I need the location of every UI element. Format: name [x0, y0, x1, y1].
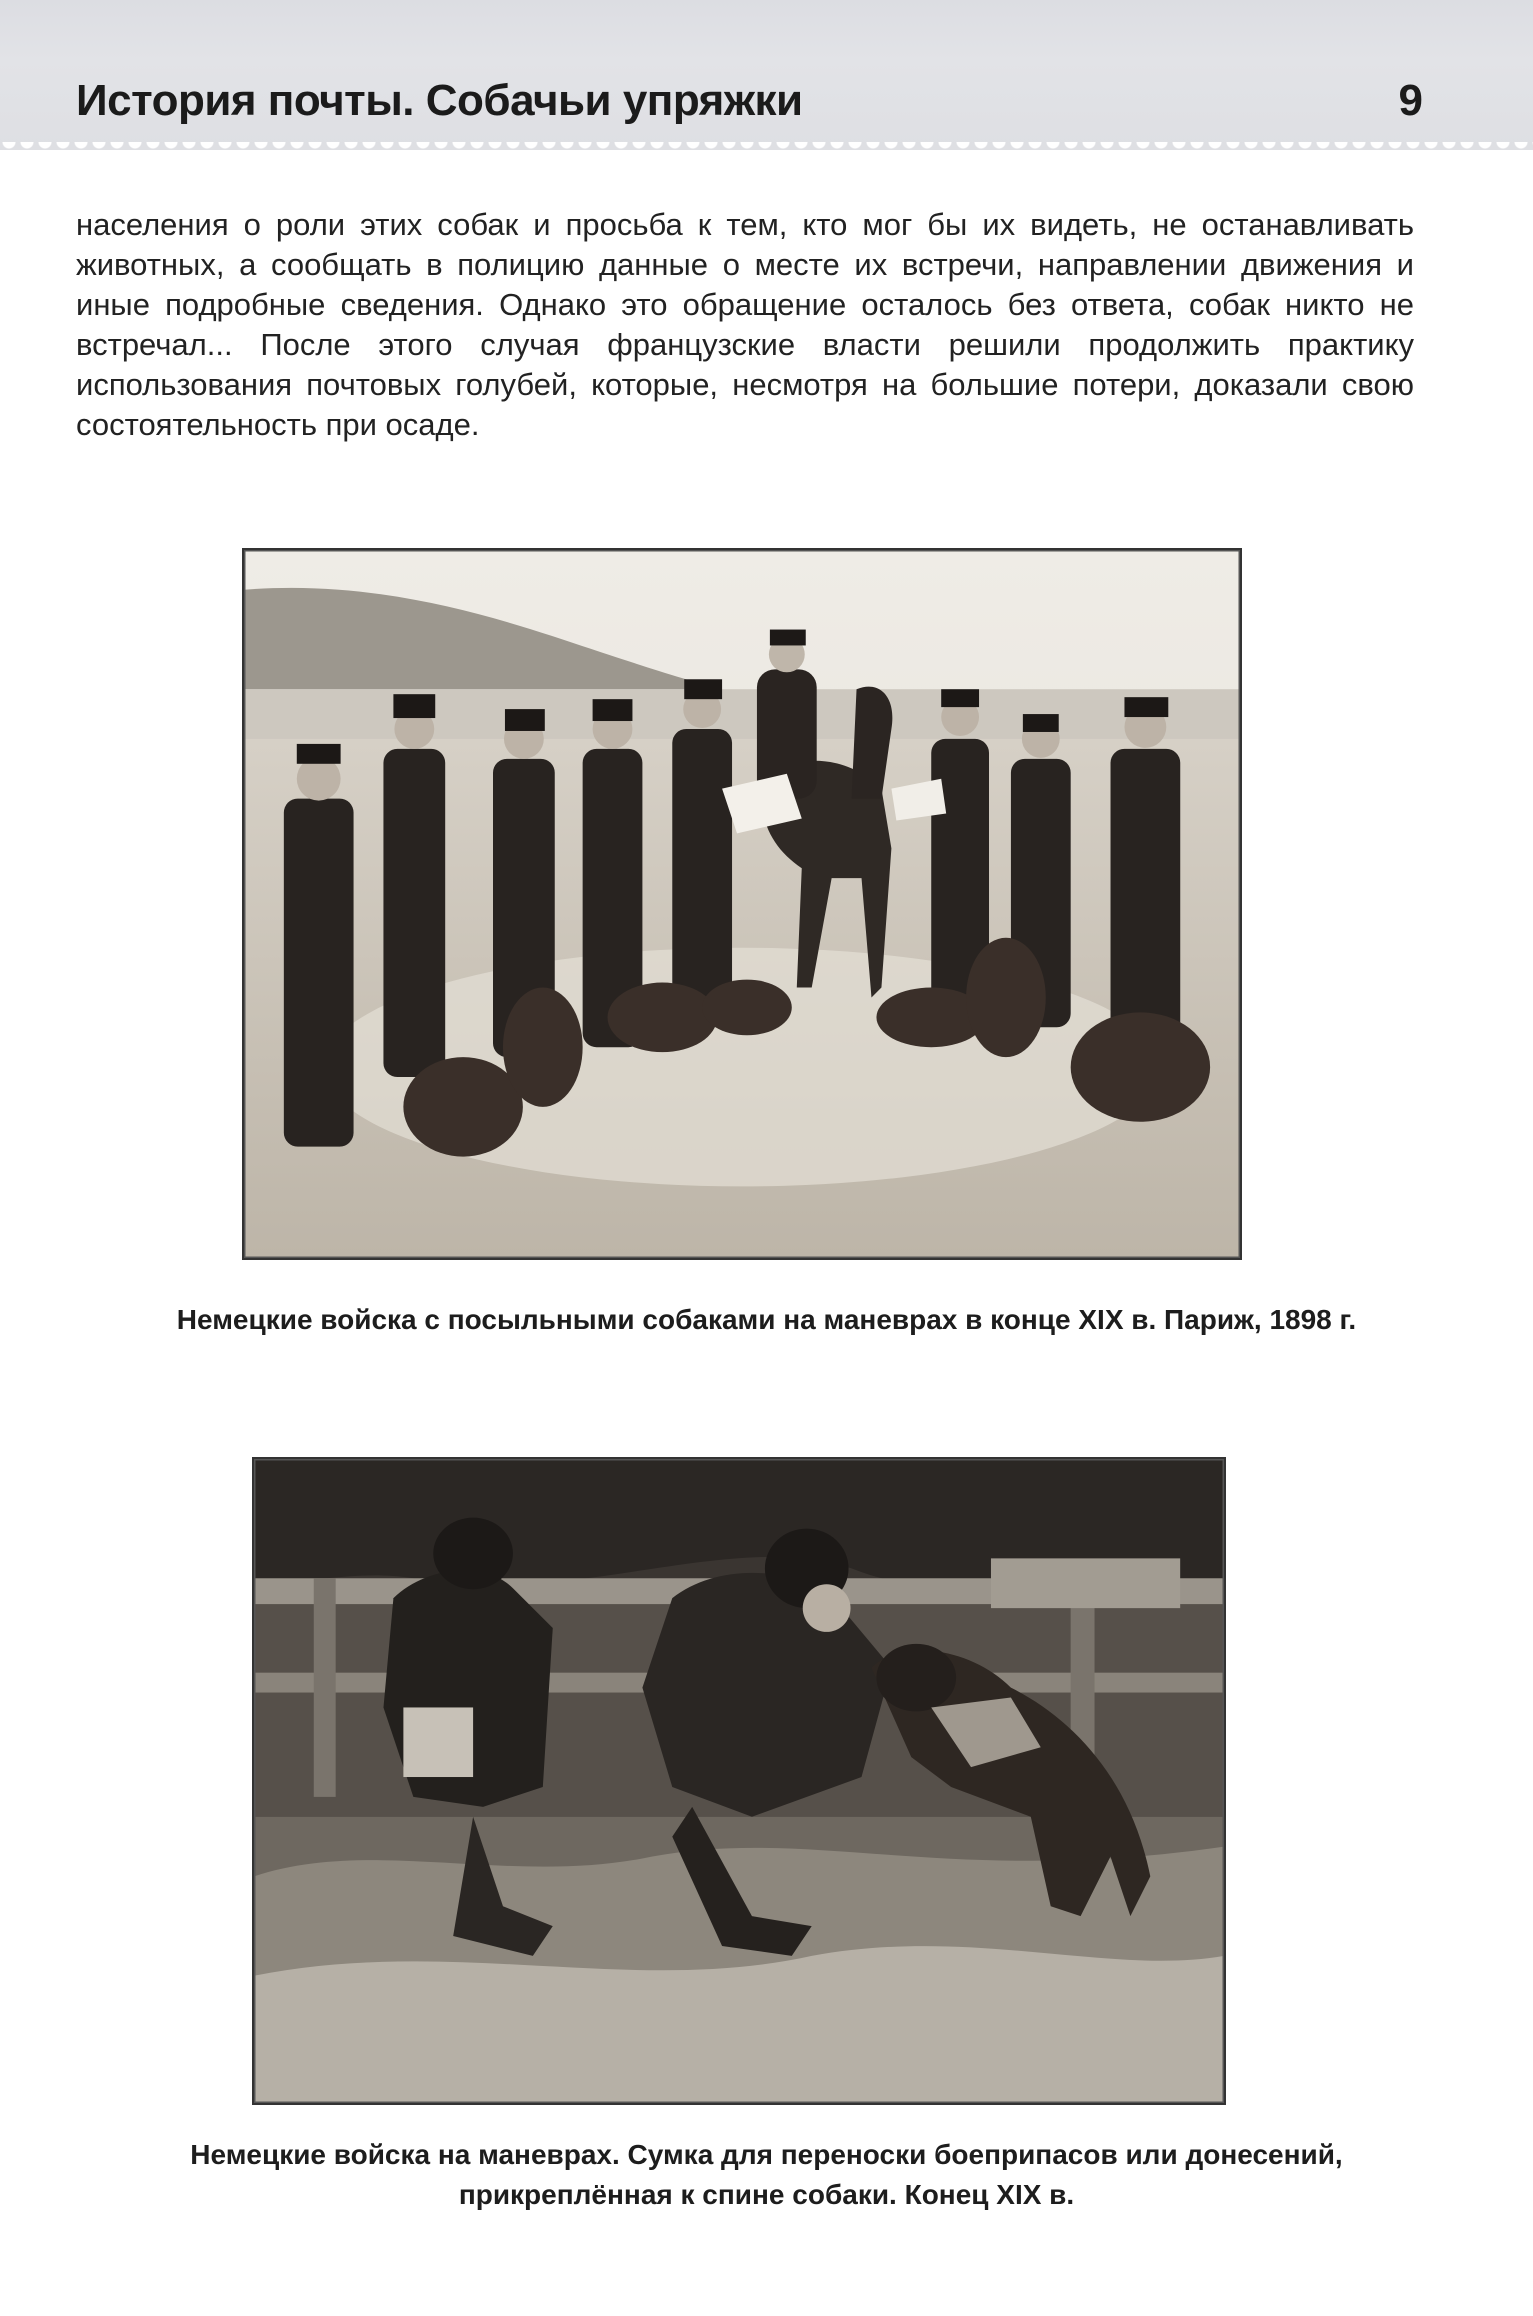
photo-soldiers-behind-fence: [252, 1457, 1226, 2105]
page-header-title: История почты. Собачьи упряжки: [76, 76, 803, 125]
figure-2-caption: [76, 2135, 1457, 2215]
header-band: [0, 0, 1533, 150]
page-number: 9: [1398, 76, 1423, 125]
body-paragraph: населения о роли этих собак и просьба к тем, кто мог бы их видеть, не останавливать животных, а сообщать в полицию данные о месте их встречи, направлении движения и иные подробные сведения. Однако это обращение осталось без ответа, собак никто не встречал... После этого случая французские власти решили продолжить практику использования почтовых голубей, которые, несмотря на большие потери, доказали свою состоятельность при осаде.: [76, 207, 1414, 442]
figure-2-caption-line-1: Немецкие войска на маневрах. Сумка для переноски боеприпасов или донесений,: [190, 2139, 1343, 2170]
figure-2-caption-line-2: прикреплённая к спине собаки. Конец XIX в.: [458, 2179, 1075, 2210]
photo-soldiers-with-dogs: [242, 548, 1242, 1260]
photo-soldiers-with-dogs-image: [244, 550, 1240, 1258]
figure-1-caption: Немецкие войска с посыльными собаками на маневрах в конце XIX в. Париж, 1898 г.: [176, 1304, 1357, 1335]
photo-soldiers-behind-fence-image: [254, 1459, 1224, 2103]
